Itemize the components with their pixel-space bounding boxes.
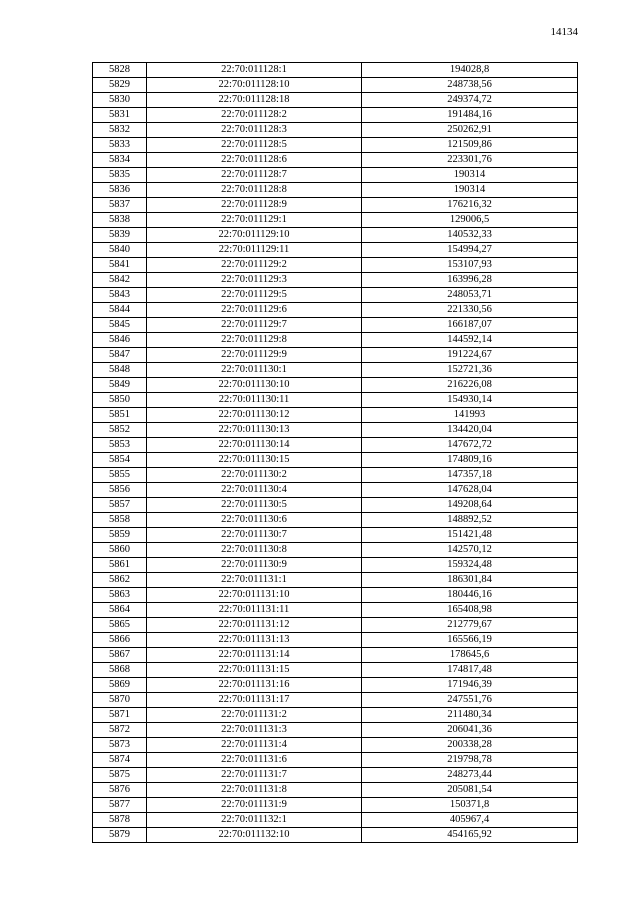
row-number-cell: 5829 [93, 78, 147, 93]
row-number-cell: 5879 [93, 828, 147, 843]
table-row [93, 498, 578, 513]
cadastral-number-cell: 22:70:011129:11 [147, 243, 362, 258]
cadastral-number-cell: 22:70:011128:1 [147, 63, 362, 78]
cadastral-number-cell: 22:70:011131:15 [147, 663, 362, 678]
value-cell: 163996,28 [362, 273, 578, 288]
cadastral-number-cell: 22:70:011131:8 [147, 783, 362, 798]
row-number-cell: 5876 [93, 783, 147, 798]
value-cell: 140532,33 [362, 228, 578, 243]
value-cell: 190314 [362, 183, 578, 198]
table-row [93, 783, 578, 798]
cadastral-number-cell: 22:70:011129:1 [147, 213, 362, 228]
value-cell: 129006,5 [362, 213, 578, 228]
cadastral-number-cell: 22:70:011129:10 [147, 228, 362, 243]
row-number-cell: 5835 [93, 168, 147, 183]
value-cell: 200338,28 [362, 738, 578, 753]
cadastral-number-cell: 22:70:011130:7 [147, 528, 362, 543]
row-number-cell: 5857 [93, 498, 147, 513]
value-cell: 141993 [362, 408, 578, 423]
cadastral-number-cell: 22:70:011131:2 [147, 708, 362, 723]
row-number-cell: 5839 [93, 228, 147, 243]
cadastral-number-cell: 22:70:011129:5 [147, 288, 362, 303]
table-row [93, 603, 578, 618]
table-row [93, 393, 578, 408]
value-cell: 153107,93 [362, 258, 578, 273]
value-cell: 166187,07 [362, 318, 578, 333]
value-cell: 165566,19 [362, 633, 578, 648]
row-number-cell: 5859 [93, 528, 147, 543]
cadastral-number-cell: 22:70:011130:6 [147, 513, 362, 528]
cadastral-number-cell: 22:70:011129:3 [147, 273, 362, 288]
table-row [93, 138, 578, 153]
value-cell: 191224,67 [362, 348, 578, 363]
cadastral-number-cell: 22:70:011131:13 [147, 633, 362, 648]
row-number-cell: 5837 [93, 198, 147, 213]
cadastral-number-cell: 22:70:011130:15 [147, 453, 362, 468]
table-row [93, 693, 578, 708]
row-number-cell: 5864 [93, 603, 147, 618]
value-cell: 152721,36 [362, 363, 578, 378]
cadastral-number-cell: 22:70:011128:2 [147, 108, 362, 123]
cadastral-number-cell: 22:70:011128:7 [147, 168, 362, 183]
value-cell: 144592,14 [362, 333, 578, 348]
cadastral-number-cell: 22:70:011130:1 [147, 363, 362, 378]
page-number: 14134 [550, 26, 578, 38]
row-number-cell: 5856 [93, 483, 147, 498]
table-row [93, 828, 578, 843]
cadastral-number-cell: 22:70:011128:10 [147, 78, 362, 93]
value-cell: 216226,08 [362, 378, 578, 393]
row-number-cell: 5843 [93, 288, 147, 303]
cadastral-number-cell: 22:70:011129:2 [147, 258, 362, 273]
table-row [93, 288, 578, 303]
row-number-cell: 5873 [93, 738, 147, 753]
value-cell: 174809,16 [362, 453, 578, 468]
row-number-cell: 5832 [93, 123, 147, 138]
table-row [93, 663, 578, 678]
row-number-cell: 5846 [93, 333, 147, 348]
cadastral-number-cell: 22:70:011128:3 [147, 123, 362, 138]
cadastral-number-cell: 22:70:011131:3 [147, 723, 362, 738]
cadastral-number-cell: 22:70:011131:7 [147, 768, 362, 783]
table-row [93, 738, 578, 753]
value-cell: 221330,56 [362, 303, 578, 318]
cadastral-number-cell: 22:70:011131:4 [147, 738, 362, 753]
value-cell: 247551,76 [362, 693, 578, 708]
row-number-cell: 5850 [93, 393, 147, 408]
value-cell: 174817,48 [362, 663, 578, 678]
table-row [93, 258, 578, 273]
value-cell: 148892,52 [362, 513, 578, 528]
cadastral-number-cell: 22:70:011131:10 [147, 588, 362, 603]
table-row [93, 123, 578, 138]
value-cell: 121509,86 [362, 138, 578, 153]
cadastral-number-cell: 22:70:011131:14 [147, 648, 362, 663]
table-row [93, 513, 578, 528]
cadastral-number-cell: 22:70:011130:5 [147, 498, 362, 513]
cadastral-number-cell: 22:70:011130:2 [147, 468, 362, 483]
value-cell: 147672,72 [362, 438, 578, 453]
value-cell: 454165,92 [362, 828, 578, 843]
cadastral-value-table [92, 62, 578, 843]
table-row [93, 483, 578, 498]
cadastral-number-cell: 22:70:011132:1 [147, 813, 362, 828]
value-cell: 150371,8 [362, 798, 578, 813]
value-cell: 154994,27 [362, 243, 578, 258]
row-number-cell: 5845 [93, 318, 147, 333]
row-number-cell: 5851 [93, 408, 147, 423]
value-cell: 248738,56 [362, 78, 578, 93]
row-number-cell: 5847 [93, 348, 147, 363]
row-number-cell: 5833 [93, 138, 147, 153]
table-row [93, 453, 578, 468]
value-cell: 194028,8 [362, 63, 578, 78]
value-cell: 147628,04 [362, 483, 578, 498]
table-row [93, 93, 578, 108]
table-row [93, 753, 578, 768]
value-cell: 186301,84 [362, 573, 578, 588]
row-number-cell: 5849 [93, 378, 147, 393]
row-number-cell: 5836 [93, 183, 147, 198]
value-cell: 159324,48 [362, 558, 578, 573]
table-row [93, 333, 578, 348]
table-row [93, 363, 578, 378]
value-cell: 211480,34 [362, 708, 578, 723]
table-row [93, 708, 578, 723]
table-row [93, 588, 578, 603]
row-number-cell: 5842 [93, 273, 147, 288]
row-number-cell: 5841 [93, 258, 147, 273]
table-row [93, 78, 578, 93]
row-number-cell: 5867 [93, 648, 147, 663]
cadastral-number-cell: 22:70:011130:9 [147, 558, 362, 573]
cadastral-number-cell: 22:70:011129:9 [147, 348, 362, 363]
table-row [93, 468, 578, 483]
table-row [93, 213, 578, 228]
table-row [93, 768, 578, 783]
value-cell: 142570,12 [362, 543, 578, 558]
row-number-cell: 5838 [93, 213, 147, 228]
table-row [93, 573, 578, 588]
cadastral-number-cell: 22:70:011130:12 [147, 408, 362, 423]
table-row [93, 618, 578, 633]
cadastral-number-cell: 22:70:011131:1 [147, 573, 362, 588]
cadastral-number-cell: 22:70:011131:9 [147, 798, 362, 813]
cadastral-number-cell: 22:70:011131:17 [147, 693, 362, 708]
table-row [93, 528, 578, 543]
value-cell: 223301,76 [362, 153, 578, 168]
table-row [93, 558, 578, 573]
row-number-cell: 5855 [93, 468, 147, 483]
row-number-cell: 5854 [93, 453, 147, 468]
row-number-cell: 5831 [93, 108, 147, 123]
value-cell: 250262,91 [362, 123, 578, 138]
value-cell: 206041,36 [362, 723, 578, 738]
cadastral-number-cell: 22:70:011131:12 [147, 618, 362, 633]
table-row [93, 318, 578, 333]
cadastral-number-cell: 22:70:011130:4 [147, 483, 362, 498]
table-row [93, 633, 578, 648]
value-cell: 151421,48 [362, 528, 578, 543]
row-number-cell: 5834 [93, 153, 147, 168]
row-number-cell: 5868 [93, 663, 147, 678]
table-body [93, 63, 578, 843]
table-row [93, 243, 578, 258]
row-number-cell: 5872 [93, 723, 147, 738]
table-row [93, 798, 578, 813]
cadastral-number-cell: 22:70:011130:11 [147, 393, 362, 408]
row-number-cell: 5871 [93, 708, 147, 723]
table-row [93, 198, 578, 213]
value-cell: 180446,16 [362, 588, 578, 603]
cadastral-number-cell: 22:70:011129:8 [147, 333, 362, 348]
row-number-cell: 5858 [93, 513, 147, 528]
row-number-cell: 5863 [93, 588, 147, 603]
row-number-cell: 5866 [93, 633, 147, 648]
value-cell: 134420,04 [362, 423, 578, 438]
cadastral-number-cell: 22:70:011129:6 [147, 303, 362, 318]
value-cell: 248053,71 [362, 288, 578, 303]
table-row [93, 228, 578, 243]
row-number-cell: 5828 [93, 63, 147, 78]
row-number-cell: 5877 [93, 798, 147, 813]
cadastral-number-cell: 22:70:011130:8 [147, 543, 362, 558]
cadastral-number-cell: 22:70:011129:7 [147, 318, 362, 333]
table-row [93, 678, 578, 693]
row-number-cell: 5853 [93, 438, 147, 453]
table-row [93, 348, 578, 363]
table-row [93, 543, 578, 558]
table-row [93, 813, 578, 828]
value-cell: 190314 [362, 168, 578, 183]
cadastral-number-cell: 22:70:011131:11 [147, 603, 362, 618]
row-number-cell: 5870 [93, 693, 147, 708]
value-cell: 205081,54 [362, 783, 578, 798]
value-cell: 176216,32 [362, 198, 578, 213]
value-cell: 149208,64 [362, 498, 578, 513]
row-number-cell: 5875 [93, 768, 147, 783]
cadastral-number-cell: 22:70:011128:8 [147, 183, 362, 198]
cadastral-number-cell: 22:70:011128:6 [147, 153, 362, 168]
table-row [93, 303, 578, 318]
value-cell: 171946,39 [362, 678, 578, 693]
table-row [93, 378, 578, 393]
table-row [93, 108, 578, 123]
value-cell: 165408,98 [362, 603, 578, 618]
table-row [93, 168, 578, 183]
row-number-cell: 5869 [93, 678, 147, 693]
row-number-cell: 5865 [93, 618, 147, 633]
value-cell: 249374,72 [362, 93, 578, 108]
row-number-cell: 5844 [93, 303, 147, 318]
row-number-cell: 5874 [93, 753, 147, 768]
value-cell: 147357,18 [362, 468, 578, 483]
table-row [93, 153, 578, 168]
cadastral-number-cell: 22:70:011130:13 [147, 423, 362, 438]
table-row [93, 408, 578, 423]
cadastral-number-cell: 22:70:011130:10 [147, 378, 362, 393]
cadastral-number-cell: 22:70:011128:18 [147, 93, 362, 108]
cadastral-number-cell: 22:70:011128:9 [147, 198, 362, 213]
value-cell: 219798,78 [362, 753, 578, 768]
row-number-cell: 5830 [93, 93, 147, 108]
table-row [93, 273, 578, 288]
table-row [93, 423, 578, 438]
row-number-cell: 5861 [93, 558, 147, 573]
value-cell: 191484,16 [362, 108, 578, 123]
cadastral-number-cell: 22:70:011130:14 [147, 438, 362, 453]
value-cell: 248273,44 [362, 768, 578, 783]
table-row [93, 648, 578, 663]
table-row [93, 723, 578, 738]
row-number-cell: 5862 [93, 573, 147, 588]
cadastral-number-cell: 22:70:011132:10 [147, 828, 362, 843]
table-row [93, 438, 578, 453]
row-number-cell: 5878 [93, 813, 147, 828]
cadastral-number-cell: 22:70:011131:16 [147, 678, 362, 693]
row-number-cell: 5860 [93, 543, 147, 558]
row-number-cell: 5840 [93, 243, 147, 258]
value-cell: 212779,67 [362, 618, 578, 633]
cadastral-number-cell: 22:70:011128:5 [147, 138, 362, 153]
table-row [93, 63, 578, 78]
cadastral-number-cell: 22:70:011131:6 [147, 753, 362, 768]
row-number-cell: 5848 [93, 363, 147, 378]
value-cell: 178645,6 [362, 648, 578, 663]
value-cell: 405967,4 [362, 813, 578, 828]
row-number-cell: 5852 [93, 423, 147, 438]
value-cell: 154930,14 [362, 393, 578, 408]
table-row [93, 183, 578, 198]
